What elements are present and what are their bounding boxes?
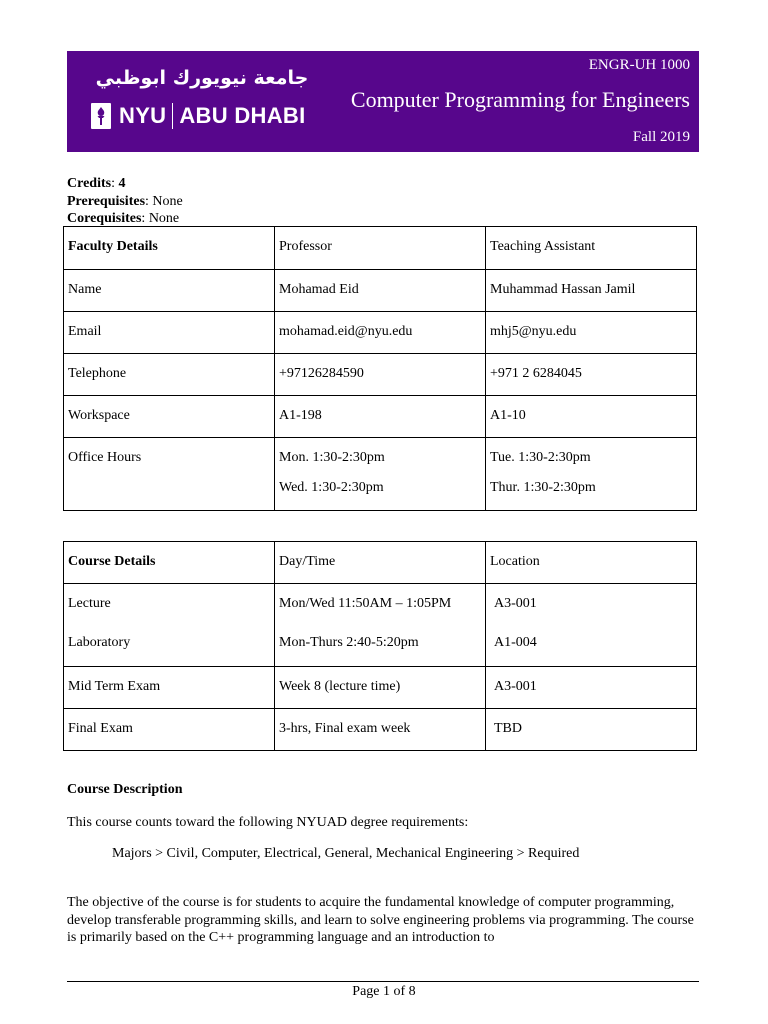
arabic-university-name: جامعة نيويورك ابوظبي [95,67,309,89]
ta-office-hours [486,438,697,511]
course-code: ENGR-UH 1000 [588,57,690,73]
table-row [64,709,697,751]
row-label: Email [64,312,275,354]
table-header-row [64,227,697,270]
table-row [64,354,697,396]
credits-line: Credits: 4 [67,176,126,191]
office-hours-slot: Wed. 1:30-2:30pm [279,480,384,495]
degree-requirement: Majors > Civil, Computer, Electrical, General, Mechanical Engineering > Required [112,846,580,861]
degree-requirements-intro: This course counts toward the following NYUAD degree requirements: [67,815,469,830]
row-label: Office Hours [64,438,275,511]
ta-email: mhj5@nyu.edu [486,312,697,354]
professor-office-hours [275,438,486,511]
professor-telephone: +97126284590 [275,354,486,396]
credits-label: Credits [67,176,112,191]
course-description-heading: Course Description [67,782,183,797]
row-label: Telephone [64,354,275,396]
ta-telephone: +971 2 6284045 [486,354,697,396]
lecture-lab-locations [486,584,697,667]
ta-header-cell: Teaching Assistant [486,227,697,270]
ta-workspace: A1-10 [486,396,697,438]
table-header-row [64,542,697,584]
table-row [64,270,697,312]
logo-text-nyu: NYU [119,103,167,128]
office-hours-slot: Thur. 1:30-2:30pm [490,480,596,495]
footer-divider [67,981,699,982]
prerequisites-value: None [152,193,183,209]
nyuad-logo [91,99,306,133]
header-banner [67,51,699,152]
office-hours-slot: Tue. 1:30-2:30pm [490,450,591,465]
faculty-table [63,226,697,511]
credits-value: 4 [118,176,126,191]
row-label: Mid Term Exam [64,667,275,709]
professor-name: Mohamad Eid [275,270,486,312]
table-row [64,438,697,511]
faculty-header-cell: Faculty Details [64,227,275,270]
row-label [64,584,275,667]
laboratory-location: A1-004 [494,635,537,650]
laboratory-label: Laboratory [68,635,131,650]
corequisites-line: Corequisites: None [67,211,180,226]
table-row [64,667,697,709]
location-header-cell: Location [486,542,697,584]
prerequisites-line: Prerequisites: None [67,193,183,209]
lecture-lab-times [275,584,486,667]
midterm-time: Week 8 (lecture time) [275,667,486,709]
logo-text-abu-dhabi: ABU DHABI [179,103,306,128]
corequisites-value: None [148,211,180,226]
prerequisites-label: Prerequisites [67,193,146,209]
table-row [64,584,697,667]
midterm-location: A3-001 [486,667,697,709]
final-exam-time: 3-hrs, Final exam week [275,709,486,751]
row-label: Final Exam [64,709,275,751]
row-label: Workspace [64,396,275,438]
torch-icon [91,103,111,129]
lecture-location: A3-001 [494,596,537,611]
course-objective-paragraph: The objective of the course is for students to acquire the fundamental knowledge of computer programming, develop transferable programming skills, and learn to solve engineering problems via programming. The course is primarily based on the C++ programming language and an introduction to [67,895,694,945]
course-title: Computer Programming for Engineers [350,87,690,112]
term: Fall 2019 [632,129,690,145]
ta-name: Muhammad Hassan Jamil [486,270,697,312]
lecture-label: Lecture [68,596,111,611]
office-hours-slot: Mon. 1:30-2:30pm [279,450,385,465]
professor-workspace: A1-198 [275,396,486,438]
course-meta [67,175,183,228]
page-number: Page 1 of 8 [352,984,416,999]
professor-email: mohamad.eid@nyu.edu [275,312,486,354]
table-row [64,312,697,354]
lecture-time: Mon/Wed 11:50AM – 1:05PM [279,596,452,611]
final-exam-location: TBD [486,709,697,751]
course-details-header-cell: Course Details [64,542,275,584]
logo-divider [172,103,173,129]
row-label: Name [64,270,275,312]
day-time-header-cell: Day/Time [275,542,486,584]
course-details-table [63,541,697,751]
table-row [64,396,697,438]
corequisites-label: Corequisites [67,211,142,226]
professor-header-cell: Professor [275,227,486,270]
laboratory-time: Mon-Thurs 2:40-5:20pm [279,635,419,650]
